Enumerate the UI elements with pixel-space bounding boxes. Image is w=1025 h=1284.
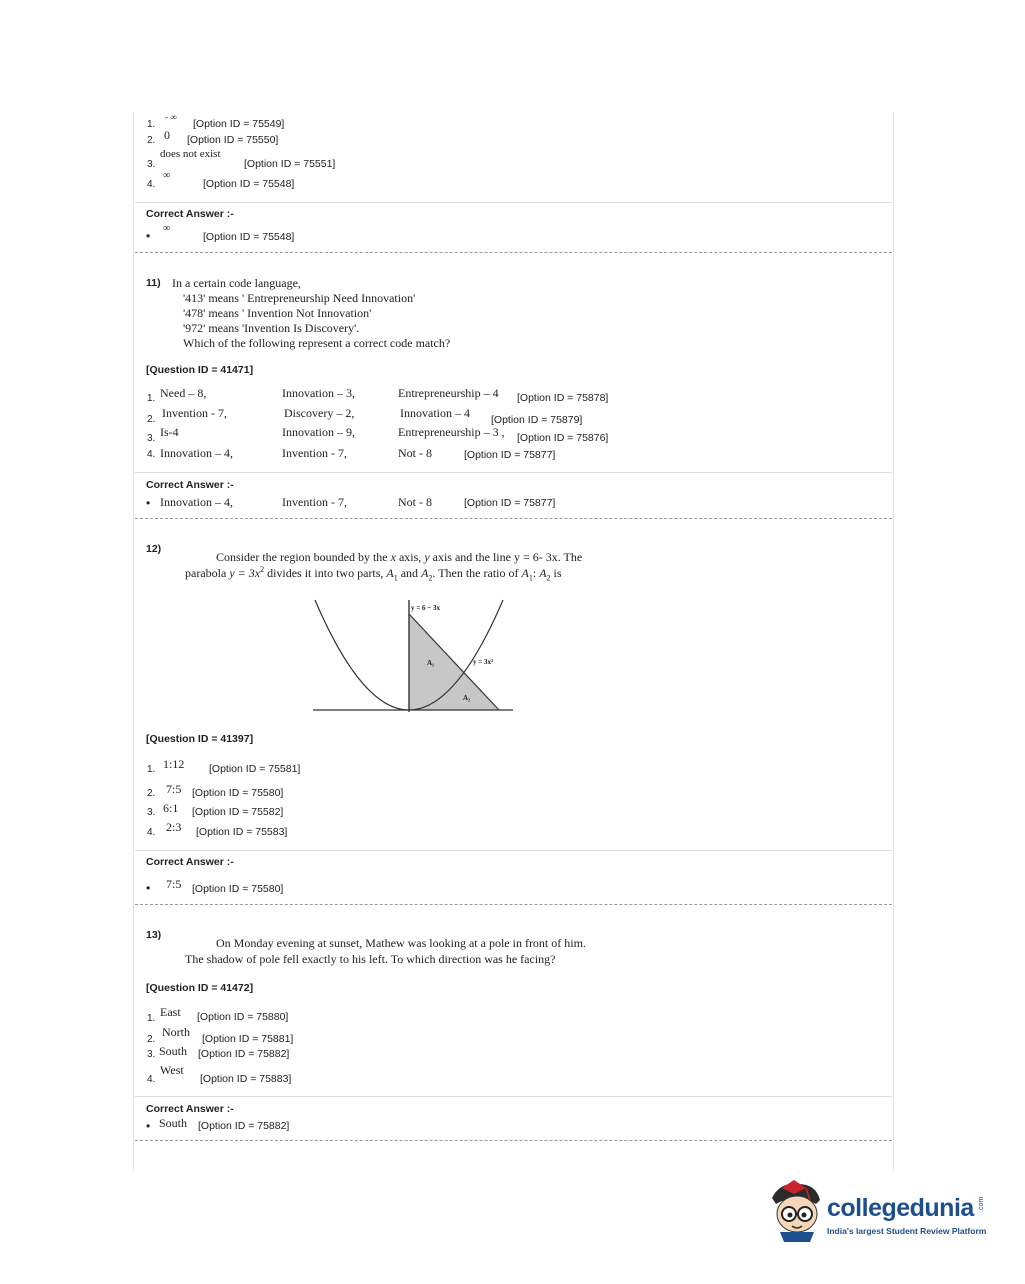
q12-text-part: axis and the line xyxy=(432,550,511,564)
q10-opt1-id: [Option ID = 75549] xyxy=(193,118,285,130)
q11-line1: In a certain code language, xyxy=(172,276,301,290)
q12-question-id: [Question ID = 41397] xyxy=(146,733,254,745)
q12-figure xyxy=(305,594,520,719)
q11-opt2-col1: Invention - 7, xyxy=(162,406,227,420)
q13-text-line2: The shadow of pole fell exactly to his left. To which direction was he facing? xyxy=(185,952,556,966)
q12-text-var: A xyxy=(521,566,529,580)
q13-opt3-id: [Option ID = 75882] xyxy=(198,1048,290,1060)
brand-tagline: India's largest Student Review Platform xyxy=(827,1226,987,1236)
brand-logo xyxy=(766,1178,996,1248)
q11-opt1-col2: Innovation – 3, xyxy=(282,386,355,400)
q12-correct-value: 7:5 xyxy=(166,877,182,891)
q12-opt3-id: [Option ID = 75582] xyxy=(192,806,284,818)
q10-opt4-id: [Option ID = 75548] xyxy=(203,178,295,190)
divider xyxy=(135,472,892,473)
q13-opt1-number: 1. xyxy=(147,1013,156,1024)
q11-line5: Which of the following represent a correct code match? xyxy=(183,336,451,350)
q12-region1-label: A₁ xyxy=(427,659,435,667)
q11-opt1-number: 1. xyxy=(147,393,156,404)
q12-opt3-number: 3. xyxy=(147,807,156,818)
q12-text-var: A xyxy=(539,566,547,580)
q12-opt2-number: 2. xyxy=(147,788,156,799)
q12-text-part: Consider the region bounded by the xyxy=(216,550,388,564)
q12-text-part: axis, xyxy=(398,550,422,564)
q12-opt1-id: [Option ID = 75581] xyxy=(209,763,301,775)
q13-number: 13) xyxy=(146,929,162,941)
mascot-icon xyxy=(766,1178,826,1244)
q10-opt2-value: 0 xyxy=(164,128,170,142)
q10-opt3-value: does not exist xyxy=(160,148,221,160)
q12-correct-id: [Option ID = 75580] xyxy=(192,883,284,895)
q11-correct-col1: Innovation – 4, xyxy=(160,495,233,509)
q11-opt2-col3: Innovation – 4 xyxy=(400,406,470,420)
question-separator xyxy=(135,518,892,519)
q11-question-id: [Question ID = 41471] xyxy=(146,364,254,376)
q10-opt2-id: [Option ID = 75550] xyxy=(187,134,279,146)
q12-text-part: divides it into two parts, xyxy=(267,566,384,580)
q12-line-label: y = 6 − 3x xyxy=(411,604,440,612)
q12-opt4-value: 2:3 xyxy=(166,820,182,834)
brand-suffix: .com xyxy=(978,1196,985,1212)
divider xyxy=(135,202,892,203)
q11-opt4-id: [Option ID = 75877] xyxy=(464,449,556,461)
q12-text-equation: y = 6- 3x. The xyxy=(513,550,583,564)
q13-opt2-id: [Option ID = 75881] xyxy=(202,1033,294,1045)
q11-correct-id: [Option ID = 75877] xyxy=(464,497,556,509)
q11-opt2-id: [Option ID = 75879] xyxy=(491,414,583,426)
q10-correct-value: ∞ xyxy=(163,223,171,234)
q13-opt2-value: North xyxy=(162,1025,190,1039)
q12-opt3-value: 6:1 xyxy=(163,801,179,815)
bullet-icon: • xyxy=(146,1119,151,1133)
q12-text-equation: y = 3x xyxy=(229,566,261,580)
q10-correct-id: [Option ID = 75548] xyxy=(203,231,295,243)
q13-opt3-number: 3. xyxy=(147,1049,156,1060)
q11-opt2-col2: Discovery – 2, xyxy=(284,406,355,420)
q12-opt4-id: [Option ID = 75583] xyxy=(196,826,288,838)
q11-opt1-col3: Entrepreneurship – 4 xyxy=(398,386,499,400)
q12-text-part: : xyxy=(532,566,537,580)
q11-opt4-col2: Invention - 7, xyxy=(282,446,347,460)
q13-opt1-id: [Option ID = 75880] xyxy=(197,1011,289,1023)
q13-text-line1: On Monday evening at sunset, Mathew was looking at a pole in front of him. xyxy=(216,936,586,950)
q10-opt4-value: ∞ xyxy=(163,170,171,181)
q12-text-part: and xyxy=(400,566,419,580)
q11-opt3-col3: Entrepreneurship – 3 , xyxy=(398,425,505,439)
q11-opt2-number: 2. xyxy=(147,414,156,425)
q11-line2: '413' means ' Entrepreneurship Need Innovation' xyxy=(183,291,416,305)
q13-correct-value: South xyxy=(159,1116,188,1130)
q10-opt3-id: [Option ID = 75551] xyxy=(244,158,336,170)
q13-opt4-id: [Option ID = 75883] xyxy=(200,1073,292,1085)
q12-parabola-label: y = 3x² xyxy=(473,658,494,666)
q13-correct-id: [Option ID = 75882] xyxy=(198,1120,290,1132)
bullet-icon: • xyxy=(146,229,151,243)
q13-opt3-value: South xyxy=(159,1044,188,1058)
q12-text-sub: 2 xyxy=(546,573,551,583)
q11-correct-col3: Not - 8 xyxy=(398,495,432,509)
q13-opt4-number: 4. xyxy=(147,1074,156,1085)
q11-line3: '478' means ' Invention Not Innovation' xyxy=(183,306,372,320)
q11-correct-col2: Invention - 7, xyxy=(282,495,347,509)
q13-question-id: [Question ID = 41472] xyxy=(146,982,254,994)
q11-opt4-col1: Innovation – 4, xyxy=(160,446,233,460)
q13-correct-label: Correct Answer :- xyxy=(146,1103,234,1115)
q12-text-sub: 1 xyxy=(393,573,398,583)
q12-text-var: x xyxy=(390,550,396,564)
q11-opt4-number: 4. xyxy=(147,449,156,460)
q12-number: 12) xyxy=(146,543,162,555)
q12-text-part: . Then the ratio of xyxy=(432,566,519,580)
q10-opt4-number: 4. xyxy=(147,179,156,190)
q12-opt1-number: 1. xyxy=(147,764,156,775)
q11-correct-label: Correct Answer :- xyxy=(146,479,234,491)
brand-name: collegedunia xyxy=(827,1194,974,1222)
question-separator xyxy=(135,1140,892,1141)
q12-text-var: y xyxy=(424,550,430,564)
q12-opt2-value: 7:5 xyxy=(166,782,182,796)
question-separator xyxy=(135,252,892,253)
q10-opt3-number: 3. xyxy=(147,159,156,170)
question-separator xyxy=(135,904,892,905)
q12-opt2-id: [Option ID = 75580] xyxy=(192,787,284,799)
q12-opt1-value: 1:12 xyxy=(163,757,185,771)
q12-correct-label: Correct Answer :- xyxy=(146,856,234,868)
q11-opt4-col3: Not - 8 xyxy=(398,446,432,460)
q12-text-var: A xyxy=(421,566,429,580)
q10-opt2-number: 2. xyxy=(147,135,156,146)
q10-opt1-value: - ∞ xyxy=(165,112,177,122)
q11-opt1-col1: Need – 8, xyxy=(160,386,207,400)
q11-opt3-number: 3. xyxy=(147,433,156,444)
q13-opt1-value: East xyxy=(160,1005,181,1019)
q12-region2-label: A₂ xyxy=(463,694,471,702)
q11-opt3-col1: Is-4 xyxy=(160,425,179,439)
q12-text-sub: 2 xyxy=(428,573,433,583)
q12-text-sup: 2 xyxy=(260,565,265,574)
q12-text-part: is xyxy=(553,566,562,580)
divider xyxy=(135,850,892,851)
q12-text-line1 xyxy=(216,551,582,563)
q13-opt2-number: 2. xyxy=(147,1034,156,1045)
q11-line4: '972' means 'Invention Is Discovery'. xyxy=(183,321,360,335)
bullet-icon: • xyxy=(146,881,151,895)
q11-number: 11) xyxy=(146,277,161,289)
bullet-icon: • xyxy=(146,496,151,510)
q11-opt3-id: [Option ID = 75876] xyxy=(517,432,609,444)
q13-opt4-value: West xyxy=(160,1063,184,1077)
q12-text-line2 xyxy=(185,565,562,583)
q11-opt3-col2: Innovation – 9, xyxy=(282,425,355,439)
divider xyxy=(135,1096,892,1097)
q12-opt4-number: 4. xyxy=(147,827,156,838)
q12-text-part: parabola xyxy=(185,566,227,580)
q11-opt1-id: [Option ID = 75878] xyxy=(517,392,609,404)
q12-text-var: A xyxy=(386,566,394,580)
q10-opt1-number: 1. xyxy=(147,119,156,130)
q10-correct-label: Correct Answer :- xyxy=(146,208,234,220)
q12-text-sub: 1 xyxy=(528,573,533,583)
